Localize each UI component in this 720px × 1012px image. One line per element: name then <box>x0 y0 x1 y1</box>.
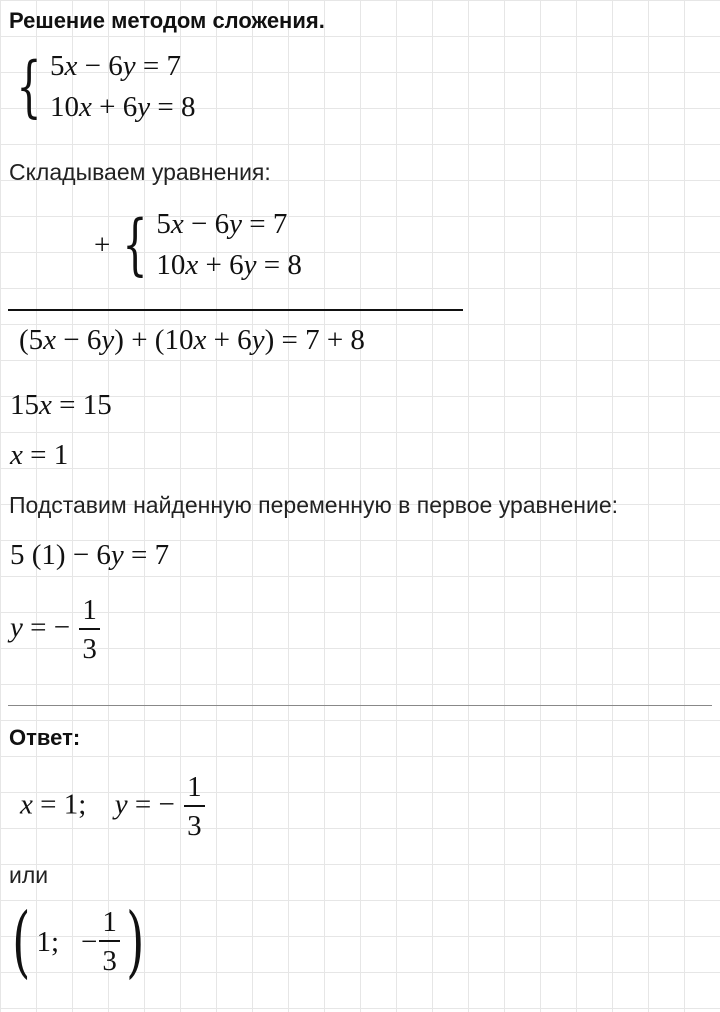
sum-rule-line <box>8 309 463 311</box>
added-equation-1: 5x − 6y = 7 <box>156 208 288 240</box>
page-title: Решение методом сложения. <box>9 8 325 33</box>
step-add-label: Складываем уравнения: <box>9 159 271 185</box>
close-paren: ) <box>125 897 145 987</box>
answer-label: Ответ: <box>9 725 81 750</box>
answer-pair: ( 1; − $\frac{1}{3}$ ) <box>12 897 145 987</box>
fraction: $\frac{1}{3}$ <box>99 908 120 976</box>
equation-system <box>8 48 196 125</box>
result-x: x = 1 <box>10 439 69 471</box>
added-equation-2: 10x + 6y = 8 <box>156 249 302 281</box>
y-result: y = − $\frac{1}{3}$ <box>10 596 100 664</box>
result-15x: 15x = 15 <box>10 389 112 421</box>
open-paren: ( <box>12 897 31 987</box>
fraction: $\frac{1}{3}$ <box>79 596 100 664</box>
substitution-equation: 5 (1) − 6y = 7 <box>10 539 170 571</box>
substitute-label: Подставим найденную переменную в первое уравнение: <box>9 492 618 518</box>
or-label: или <box>9 862 49 888</box>
sum-equation: (5x − 6y) + (10x + 6y) = 7 + 8 <box>19 324 365 356</box>
equation-1: 5x − 6y = 7 <box>50 50 181 82</box>
plus-sign: + <box>94 228 111 261</box>
added-system <box>94 206 302 283</box>
section-divider <box>8 705 712 706</box>
brace-icon: { <box>16 48 42 125</box>
answer-equation: x = 1; y = − $\frac{1}{3}$ <box>20 773 205 841</box>
fraction: $\frac{1}{3}$ <box>184 773 205 841</box>
equation-2: 10x + 6y = 8 <box>50 91 196 123</box>
brace-icon: { <box>122 206 148 283</box>
